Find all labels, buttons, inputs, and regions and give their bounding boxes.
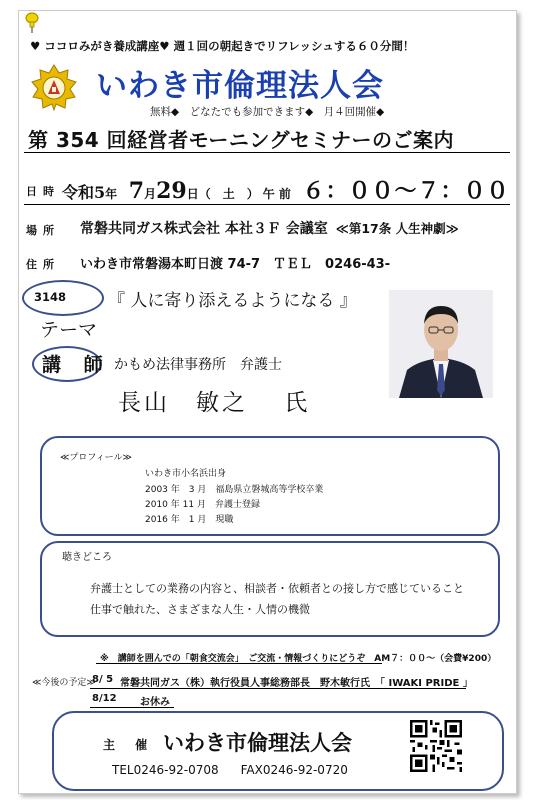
month: 7 — [128, 178, 145, 204]
org-title: いわき市倫理法人会 — [96, 68, 384, 104]
divider — [24, 204, 510, 205]
theme-text: 『 人に寄り添えるようになる 』 — [108, 291, 357, 311]
schedule-text: 常磐共同ガス（株）執行役員人事総務部長 野木敏行氏 「 IWAKI PRIDE 」 — [120, 678, 473, 689]
lecturer-photo — [389, 290, 493, 398]
pushpin-icon — [22, 12, 42, 34]
host-label: 主 催 — [103, 738, 156, 752]
rinri-logo-icon — [30, 63, 78, 111]
address-line2: 3148 — [34, 290, 67, 304]
highlights-title: 聴きどころ — [62, 552, 112, 563]
profile-line: 2010 年 11 月 弁護士登録 — [145, 500, 260, 510]
schedule-underline — [90, 688, 466, 689]
venue-note: ≪第17条 人生神劇≫ — [335, 221, 459, 236]
seminar-title: 第 354 回経営者モーニングセミナーのご案内 — [28, 128, 454, 152]
breakfast-notice: ※ 講師を囲んでの「朝食交流会」 ご交流・情報づくりにどうぞ AM７：００～（会費¥200） — [100, 654, 497, 664]
profile-title: ≪プロフィール≫ — [60, 453, 132, 463]
weekday: （ 土 ） — [198, 187, 259, 201]
host-name: いわき市倫理法人会 — [163, 731, 352, 755]
lecturer-name: 長山 敏之 氏 — [118, 390, 311, 416]
profile-line: 2016 年 1 月 現職 — [145, 515, 234, 525]
notice-underline — [96, 663, 382, 664]
address-line: いわき市常磐湯本町日渡 74-7 ＴＥＬ 0246-43- — [80, 257, 391, 272]
schedule-label: ≪今後の予定≫ — [32, 678, 96, 688]
profile-line: いわき市小名浜出身 — [145, 469, 227, 479]
features-line: 無料◆ どなたでも参加できます◆ 月４回開催◆ — [150, 106, 385, 118]
schedule-text: お休み — [140, 697, 170, 708]
lecturer-label: 講 師 — [42, 354, 111, 376]
year-unit: 年 — [105, 187, 118, 201]
theme-label: テーマ — [40, 319, 98, 341]
day: 29 — [156, 178, 187, 204]
lecturer-affiliation: かもめ法律事務所 弁護士 — [114, 357, 282, 373]
month-unit: 月 — [144, 187, 157, 201]
host-tel: TEL0246-92-0708 — [112, 763, 219, 777]
highlights-line: 仕事で触れた、さまざまな人生・人情の機微 — [90, 603, 310, 616]
venue-name: 常磐共同ガス株式会社 本社３Ｆ 会議室 — [80, 221, 328, 237]
datetime — [62, 174, 510, 205]
schedule-date: 8/12 — [92, 693, 117, 704]
ampm: 午 前 — [262, 187, 291, 201]
year: 5 — [94, 183, 106, 202]
qr-code-icon[interactable] — [410, 720, 462, 772]
address-label: 住所 — [26, 258, 60, 271]
divider — [24, 152, 510, 153]
datetime-label: 日時 — [26, 185, 60, 198]
day-unit: 日 — [186, 187, 199, 201]
schedule-underline — [90, 707, 174, 708]
host-contact — [112, 763, 348, 777]
highlights-line: 弁護士としての業務の内容と、相談者・依頼者との接し方で感じていること — [90, 582, 464, 595]
venue-label: 場所 — [26, 224, 60, 237]
era: 令和 — [62, 183, 95, 202]
host-fax: FAX0246-92-0720 — [240, 763, 348, 777]
time: ６：００～７：００ — [302, 178, 510, 204]
schedule-date: 8/ 5 — [92, 674, 114, 685]
tagline: ♥ ココロみがき養成講座♥ 週１回の朝起きでリフレッシュする６０分間！ — [30, 39, 415, 53]
profile-line: 2003 年 3 月 福島県立磐城高等学校卒業 — [145, 485, 324, 495]
venue — [80, 218, 459, 238]
